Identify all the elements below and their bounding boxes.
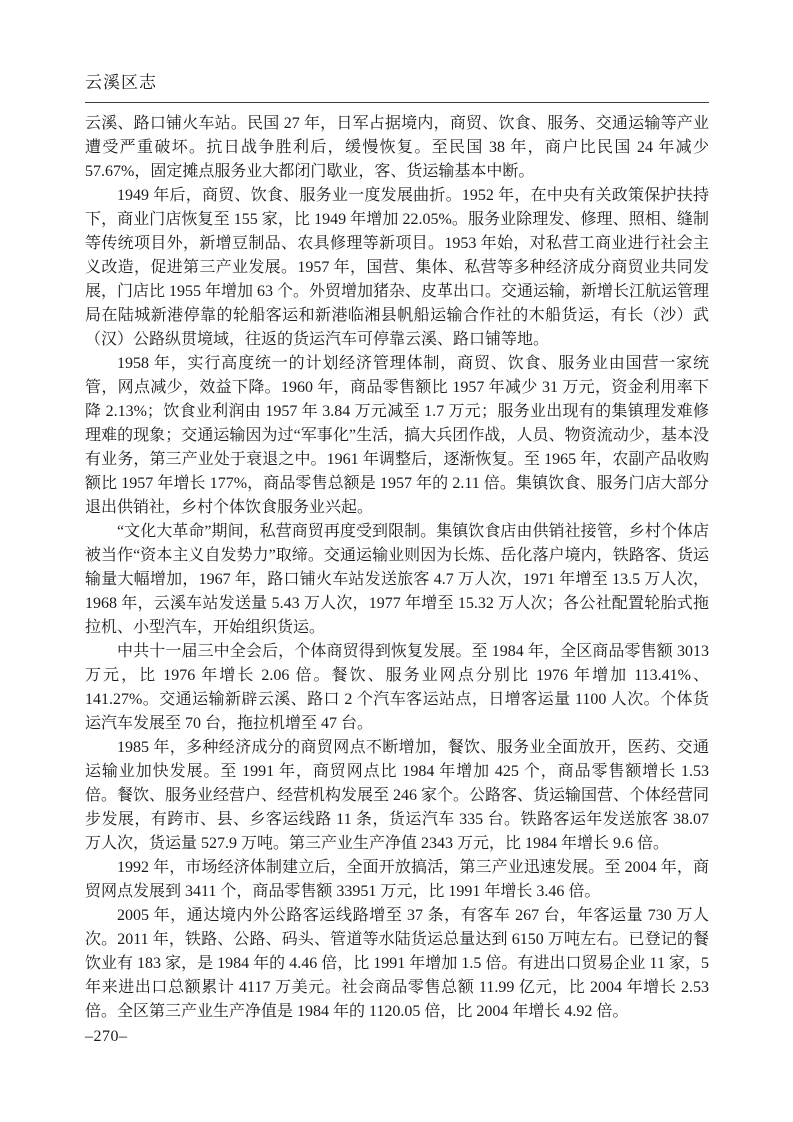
paragraph: 2005 年，通达境内外公路客运线路增至 37 条，有客车 267 台，年客运量 730 万人次。2011 年，铁路、公路、码头、管道等水陆货运总量达到 6150 万吨左右。已登记的餐饮业有 183 家，是 1984 年的 4.46 倍，比 1991 年增加 1.5 倍。有进出口贸易企业 11 家，5 年来进出口总额累计 4117 万美元。社会商品零售总额 11.99 亿元，比 2004 年增长 2.53 倍。全区第三产业生产净值是 1984 年的 1120.05 倍，比 2004 年增长 4.92 倍。 <box>85 907 709 1020</box>
paragraph: 1992 年，市场经济体制建立后，全面开放搞活，第三产业迅速发展。至 2004 年，商贸网点发展到 3411 个，商品零售额 33951 万元，比 1991 年增长 3.46 倍。 <box>85 859 709 900</box>
page-number: –270– <box>85 1028 128 1045</box>
paragraph: 1949 年后，商贸、饮食、服务业一度发展曲折。1952 年，在中央有关政策保护扶持下，商业门店恢复至 155 家，比 1949 年增加 22.05%。服务业除理发、修理、照相、缝制等传统项目外，新增豆制品、农具修理等新项目。1953 年始，对私营工商业进行社会主义改造，促进第三产业发展。1957 年，国营、集体、私营等多种经济成分商贸业共同发展，门店比 1955 年增加 63 个。外贸增加猪杂、皮革出口。交通运输，新增长江航运管理局在陆城新港停靠的轮船客运和新港临湘县帆船运输合作社的木船货运，有长（沙）武（汉）公路纵贯境域，往返的货运汽车可停靠云溪、路口铺等地。 <box>85 187 710 348</box>
page-footer <box>85 1028 128 1046</box>
paragraph: 中共十一届三中全会后，个体商贸得到恢复发展。至 1984 年，全区商品零售额 3013 万元，比 1976 年增长 2.06 倍。餐饮、服务业网点分别比 1976 年增加 113.41%、141.27%。交通运输新辟云溪、路口 2 个汽车客运站点，日增客运量 1100 人次。个体货运汽车发展至 70 台，拖拉机增至 47 台。 <box>85 643 709 732</box>
paragraph: 1985 年，多种经济成分的商贸网点不断增加，餐饮、服务业全面放开，医药、交通运输业加快发展。至 1991 年，商贸网点比 1984 年增加 425 个，商品零售额增长 1.53 倍。餐饮、服务业经营户、经营机构发展至 246 家个。公路客、货运输国营、个体经营同步发展，有跨市、县、乡客运线路 11 条，货运汽车 335 台。铁路客运年发送旅客 38.07 万人次，货运量 527.9 万吨。第三产业生产净值 2343 万元，比 1984 年增长 9.6 倍。 <box>85 739 710 852</box>
paragraph: 1958 年，实行高度统一的计划经济管理体制，商贸、饮食、服务业由国营一家统管，网点减少，效益下降。1960 年，商品零售额比 1957 年减少 31 万元，资金利用率下降 2.13%；饮食业利润由 1957 年 3.84 万元减至 1.7 万元；服务业出现有的集镇理发难修理难的现象；交通运输因为过“军事化”生活，搞大兵团作战，人员、物资流动少，基本没有业务，第三产业处于衰退之中。1961 年调整后，逐渐恢复。至 1965 年，农副产品收购额比 1957 年增长 177%，商品零售总额是 1957 年的 2.11 倍。集镇饮食、服务门店大部分退出供销社，乡村个体饮食服务业兴起。 <box>85 355 709 516</box>
paragraph: “文化大革命”期间，私营商贸再度受到限制。集镇饮食店由供销社接管，乡村个体店被当作“资本主义自发势力”取缔。交通运输业则因为长炼、岳化落户境内，铁路客、货运输量大幅增加，1967 年，路口铺火车站发送旅客 4.7 万人次，1971 年增至 13.5 万人次，1968 年，云溪车站发送量 5.43 万人次，1977 年增至 15.32 万人次；各公社配置轮胎式拖拉机、小型汽车，开始组织货运。 <box>85 523 709 636</box>
book-title: 云溪区志 <box>85 73 157 92</box>
page-header <box>85 68 709 103</box>
body-text <box>85 112 709 1024</box>
paragraph: 云溪、路口铺火车站。民国 27 年，日军占据境内，商贸、饮食、服务、交通运输等产业遭受严重破坏。抗日战争胜利后，缓慢恢复。至民国 38 年，商户比民国 24 年减少 57.67%，固定摊点服务业大都闭门歇业，客、货运输基本中断。 <box>85 115 709 180</box>
